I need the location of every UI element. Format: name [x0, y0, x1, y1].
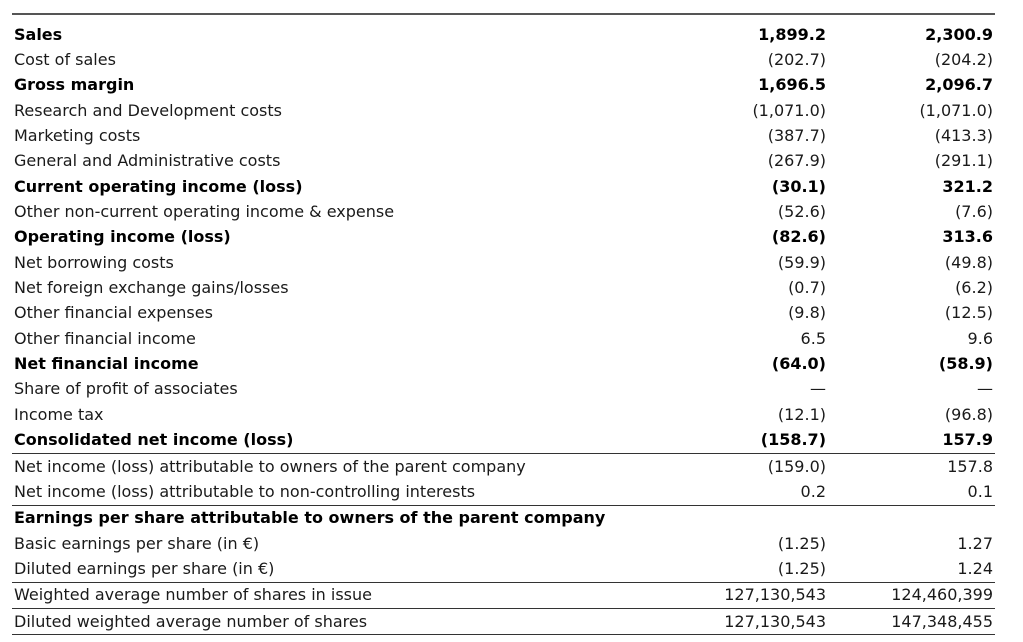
- table-row: [12, 47, 995, 72]
- value-col-1: (82.6): [771, 227, 826, 247]
- row-label: Earnings per share attributable to owners of the parent company: [14, 508, 606, 528]
- row-label: Consolidated net income (loss): [12, 428, 695, 454]
- value-col-1: (59.9): [777, 252, 826, 272]
- value-col-2: 2,096.7: [925, 75, 993, 95]
- value-col-1: 127,130,543: [695, 582, 838, 608]
- value-col-1: (1.25): [695, 556, 838, 582]
- value-col-2: 2,300.9: [925, 24, 993, 44]
- table-row: [12, 428, 995, 454]
- value-col-2: 1.24: [838, 556, 995, 582]
- value-col-2: 0.1: [838, 479, 995, 505]
- value-col-2: 124,460,399: [838, 582, 995, 608]
- table-row: [12, 250, 995, 275]
- income-statement-table: [12, 22, 995, 635]
- value-col-2: (1,071.0): [919, 100, 993, 120]
- value-col-1: (64.0): [771, 354, 826, 374]
- table-row: [12, 22, 995, 47]
- row-label: Weighted average number of shares in issue: [12, 582, 695, 608]
- row-label: Other financial income: [14, 328, 196, 348]
- row-label: Gross margin: [14, 75, 135, 95]
- value-col-1: (387.7): [767, 126, 826, 146]
- row-label: Net borrowing costs: [14, 252, 174, 272]
- value-col-1: 127,130,543: [695, 608, 838, 634]
- row-label: Research and Development costs: [14, 100, 282, 120]
- value-col-1: [695, 505, 838, 531]
- table-row: [12, 479, 995, 505]
- row-label: Net income (loss) attributable to non-controlling interests: [12, 479, 695, 505]
- income-statement-body: [12, 22, 995, 635]
- table-row: [12, 123, 995, 148]
- value-col-2: (96.8): [944, 404, 993, 424]
- row-label: Net income (loss) attributable to owners of the parent company: [14, 456, 526, 476]
- table-row: [12, 225, 995, 250]
- table-row: [12, 199, 995, 224]
- table-row: [12, 98, 995, 123]
- row-label: Cost of sales: [14, 50, 116, 70]
- row-label: Marketing costs: [14, 126, 141, 146]
- value-col-2: (49.8): [944, 252, 993, 272]
- row-label: Sales: [14, 24, 63, 44]
- row-label: Income tax: [14, 404, 104, 424]
- value-col-1: 0.2: [695, 479, 838, 505]
- value-col-2: (6.2): [955, 278, 993, 298]
- row-label: Operating income (loss): [14, 227, 231, 247]
- value-col-2: (413.3): [934, 126, 993, 146]
- table-row: [12, 301, 995, 326]
- table-row: [12, 556, 995, 582]
- table-row: [12, 377, 995, 402]
- value-col-1: (52.6): [777, 202, 826, 222]
- table-row: [12, 174, 995, 199]
- value-col-1: 1,899.2: [758, 24, 826, 44]
- value-col-1: —: [810, 379, 826, 399]
- value-col-2: (291.1): [934, 151, 993, 171]
- value-col-1: (30.1): [771, 176, 826, 196]
- table-row: [12, 402, 995, 427]
- row-label: Current operating income (loss): [14, 176, 303, 196]
- value-col-2: (204.2): [934, 50, 993, 70]
- table-row: [12, 275, 995, 300]
- value-col-1: (12.1): [777, 404, 826, 424]
- table-row: [12, 326, 995, 351]
- value-col-2: (12.5): [944, 303, 993, 323]
- value-col-1: (0.7): [788, 278, 826, 298]
- value-col-2: 157.8: [947, 456, 993, 476]
- value-col-2: 9.6: [967, 328, 993, 348]
- table-row: [12, 608, 995, 634]
- row-label: Share of profit of associates: [14, 379, 238, 399]
- value-col-2: 147,348,455: [838, 608, 995, 634]
- table-row: [12, 149, 995, 174]
- value-col-2: 313.6: [942, 227, 993, 247]
- table-row: [12, 351, 995, 376]
- value-col-1: (1.25): [777, 533, 826, 553]
- value-col-1: 1,696.5: [758, 75, 826, 95]
- value-col-2: 1.27: [957, 533, 993, 553]
- table-row: [12, 453, 995, 479]
- value-col-2: 321.2: [942, 176, 993, 196]
- row-label: Other financial expenses: [14, 303, 213, 323]
- value-col-1: (202.7): [767, 50, 826, 70]
- row-label: Net financial income: [14, 354, 199, 374]
- row-label: Basic earnings per share (in €): [14, 533, 260, 553]
- row-label: Diluted weighted average number of shares: [12, 608, 695, 634]
- table-row: [12, 73, 995, 98]
- table-row: [12, 531, 995, 556]
- value-col-2: —: [977, 379, 993, 399]
- row-label: Diluted earnings per share (in €): [12, 556, 695, 582]
- table-row: [12, 505, 995, 531]
- value-col-1: (159.0): [767, 456, 826, 476]
- value-col-1: 6.5: [800, 328, 826, 348]
- row-label: Net foreign exchange gains/losses: [14, 278, 289, 298]
- row-label: Other non-current operating income & expense: [14, 202, 395, 222]
- row-label: General and Administrative costs: [14, 151, 281, 171]
- value-col-1: (267.9): [767, 151, 826, 171]
- value-col-2: 157.9: [838, 428, 995, 454]
- value-col-1: (1,071.0): [752, 100, 826, 120]
- value-col-1: (158.7): [695, 428, 838, 454]
- value-col-1: (9.8): [788, 303, 826, 323]
- value-col-2: (7.6): [955, 202, 993, 222]
- top-rule: [12, 13, 995, 15]
- value-col-2: (58.9): [938, 354, 993, 374]
- value-col-2: [838, 505, 995, 531]
- table-row: [12, 582, 995, 608]
